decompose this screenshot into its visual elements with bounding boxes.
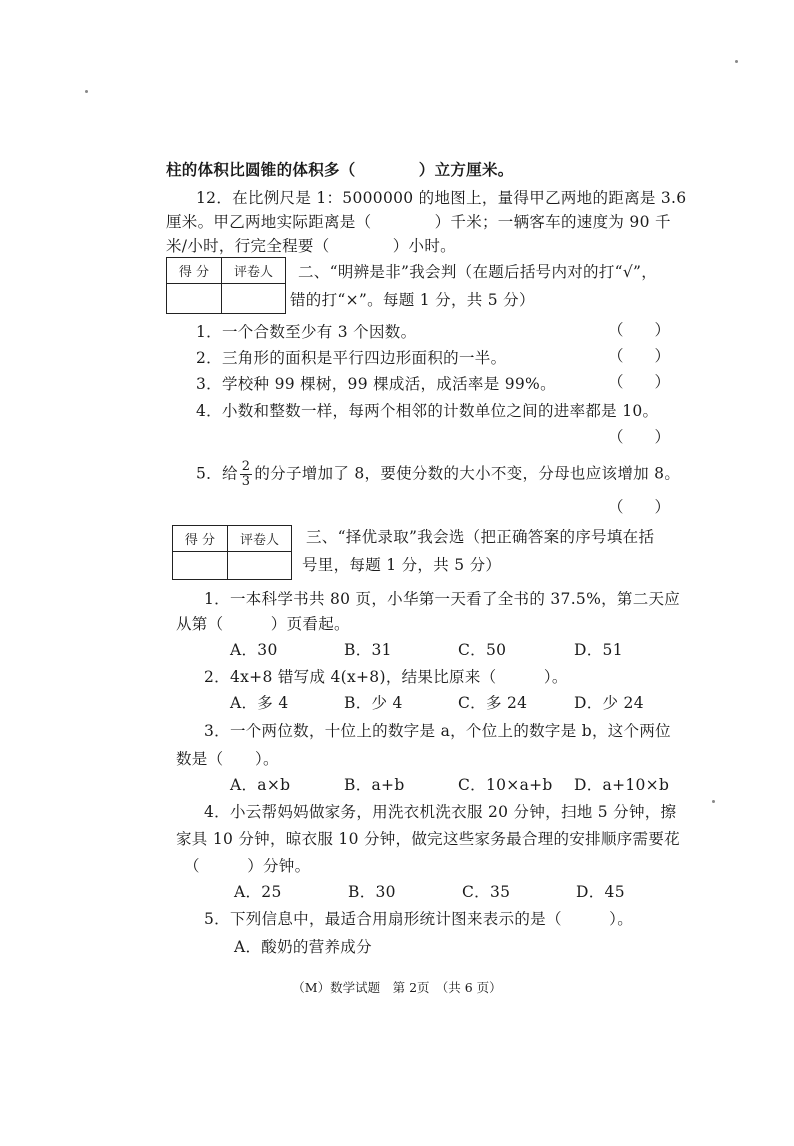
answer-paren-4[interactable]: （ ） [608,428,671,446]
choice-q4-line3: （ ）分钟。 [184,857,311,875]
score-table-section3 [172,525,292,580]
page-footer: （M）数学试题 第 2页 （共 6 页） [292,980,502,995]
section2-heading-line1: 二、“明辨是非”我会判（在题后括号内对的打“√”， [298,263,658,281]
q2-option-a[interactable]: A．多 4 [230,694,289,712]
score-cell[interactable] [173,552,228,580]
q4-option-b[interactable]: B．30 [348,883,396,901]
scan-speck [735,60,738,63]
answer-paren-1[interactable]: （ ） [608,321,671,339]
answer-paren-3[interactable]: （ ） [608,373,671,391]
choice-q1-line2: 从第（ ）页看起。 [176,615,350,633]
score-header: 得 分 [173,526,228,552]
q5-prefix: 5．给 [196,464,238,483]
choice-q2-line1: 2．4x+8 错写成 4(x+8)，结果比原来（ ）。 [204,668,568,686]
q3-option-b[interactable]: B．a+b [344,776,405,794]
choice-q4-line2: 家具 10 分钟，晾衣服 10 分钟，做完这些家务最合理的安排顺序需要花 [176,830,680,848]
q3-option-a[interactable]: A．a×b [230,776,291,794]
choice-q3-line2: 数是（ ）。 [176,750,279,768]
q1-option-b[interactable]: B．31 [344,641,392,659]
q4-option-d[interactable]: D．45 [576,883,625,901]
q1-option-d[interactable]: D．51 [574,641,623,659]
section2-heading-line2: 错的打“×”。每题 1 分，共 5 分） [290,291,535,309]
judge-item-4: 4．小数和整数一样，每两个相邻的计数单位之间的进率都是 10。 [196,402,659,420]
judge-item-3: 3．学校种 99 棵树，99 棵成活，成活率是 99%。 [196,375,556,393]
fraction-denominator: 3 [241,474,251,489]
q4-option-c[interactable]: C．35 [462,883,511,901]
q3-option-d[interactable]: D．a+10×b [574,776,670,794]
choice-q4-line1: 4．小云帮妈妈做家务，用洗衣机洗衣服 20 分钟，扫地 5 分钟，擦 [204,803,677,821]
q12-line1: 12．在比例尺是 1：5000000 的地图上，量得甲乙两地的距离是 3.6 [196,189,687,207]
section3-heading-line2: 号里，每题 1 分，共 5 分） [302,556,502,574]
score-header: 得 分 [167,258,222,284]
q5-option-a[interactable]: A．酸奶的营养成分 [234,938,372,956]
q12-line3: 米/小时，行完全程要（ ）小时。 [166,237,456,255]
judge-item-1: 1．一个合数至少有 3 个因数。 [196,323,417,341]
grader-header: 评卷人 [228,526,292,552]
answer-paren-5[interactable]: （ ） [608,498,671,516]
q4-option-a[interactable]: A．25 [234,883,282,901]
q2-option-d[interactable]: D．少 24 [574,694,644,712]
judge-item-2: 2．三角形的面积是平行四边形面积的一半。 [196,349,507,367]
choice-q5-line1: 5．下列信息中，最适合用扇形统计图来表示的是（ ）。 [204,910,634,928]
q1-option-c[interactable]: C．50 [458,641,507,659]
grader-cell[interactable] [228,552,292,580]
q1-option-a[interactable]: A．30 [230,641,278,659]
fraction-numerator: 2 [241,459,251,474]
q2-option-c[interactable]: C．多 24 [458,694,528,712]
grader-header: 评卷人 [222,258,286,284]
q5-suffix: 的分子增加了 8，要使分数的大小不变，分母也应该增加 8。 [254,464,681,483]
scan-speck [712,800,715,803]
score-table-section2 [166,257,286,314]
carry-over-line: 柱的体积比圆锥的体积多（ ）立方厘米。 [166,160,514,179]
grader-cell[interactable] [222,284,286,314]
scan-speck [85,90,88,93]
section3-heading-line1: 三、“择优录取”我会选（把正确答案的序号填在括 [306,528,655,546]
answer-paren-2[interactable]: （ ） [608,347,671,365]
choice-q3-line1: 3．一个两位数，十位上的数字是 a，个位上的数字是 b，这个两位 [204,722,671,740]
choice-q1-line1: 1．一本科学书共 80 页，小华第一天看了全书的 37.5%，第二天应 [204,590,681,608]
q12-line2: 厘米。甲乙两地实际距离是（ ）千米；一辆客车的速度为 90 千 [166,213,671,231]
fraction-two-thirds [240,460,253,489]
q2-option-b[interactable]: B．少 4 [344,694,403,712]
score-cell[interactable] [167,284,222,314]
q3-option-c[interactable]: C．10×a+b [458,776,553,794]
judge-item-5 [196,460,680,489]
